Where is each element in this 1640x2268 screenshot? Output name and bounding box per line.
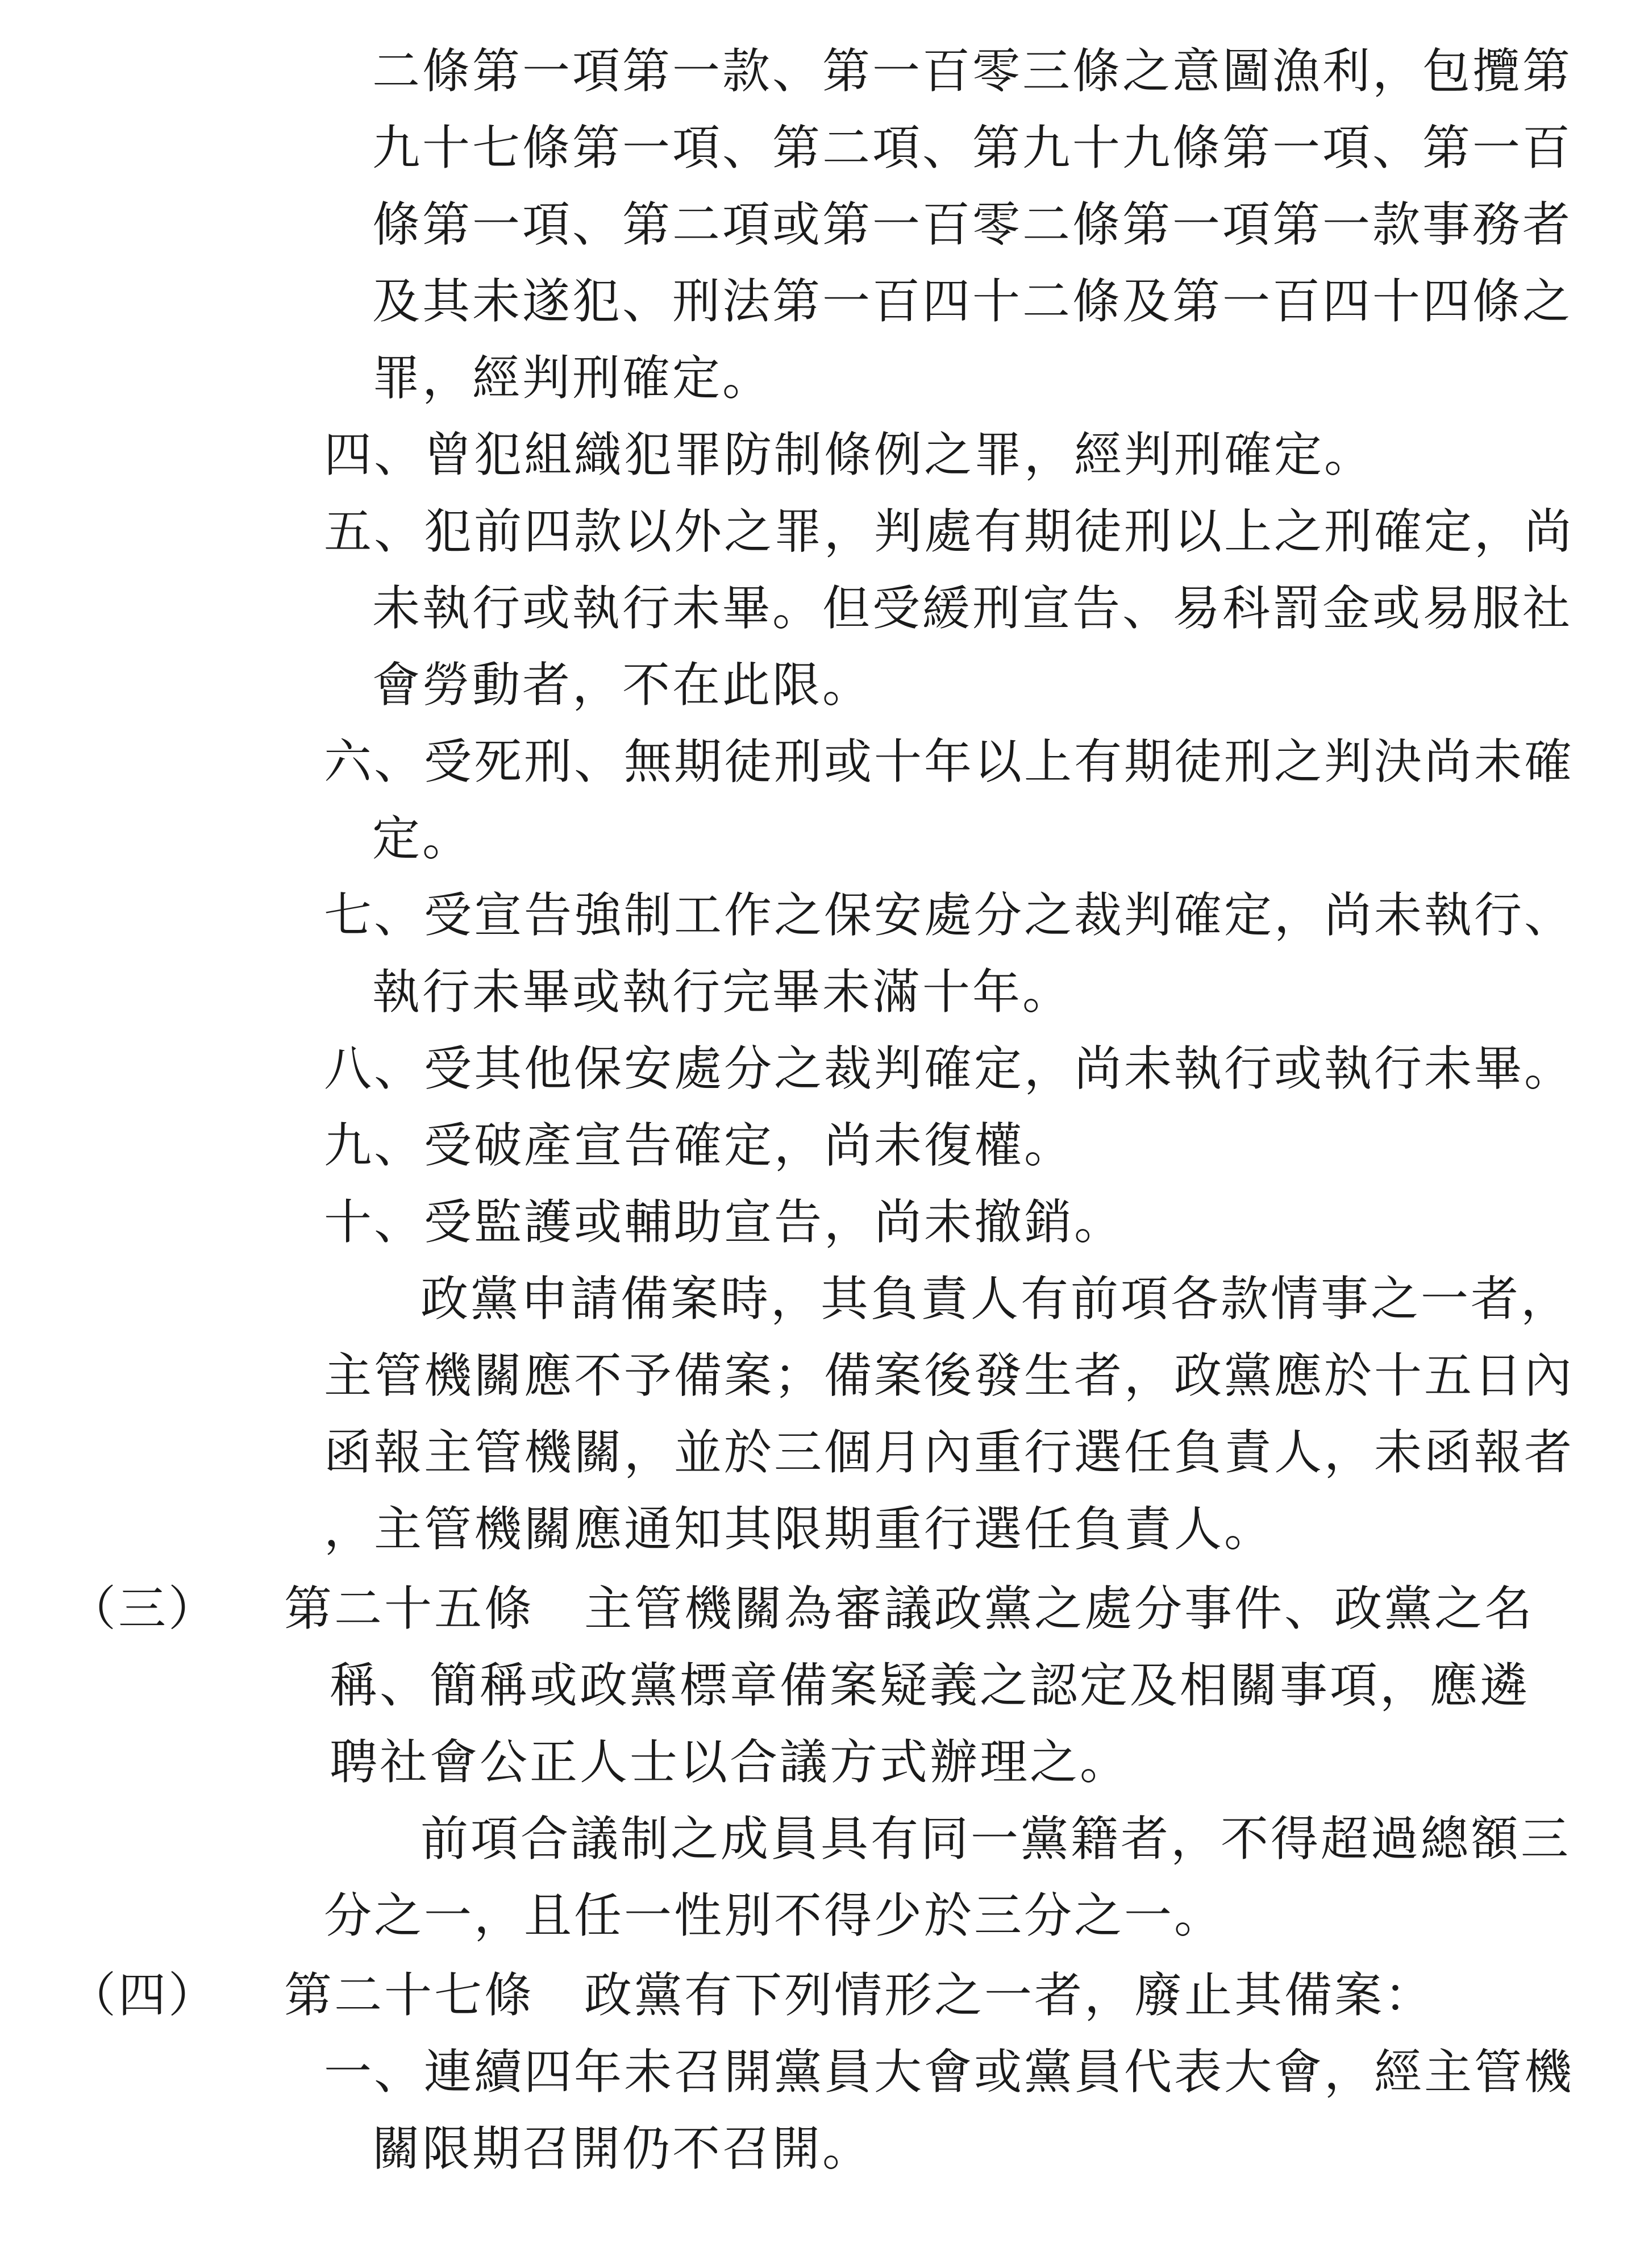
- paragraph-line: 主管機關應不予備案；備案後發生者，政黨應於十五日內: [324, 1348, 1575, 1403]
- text-line: 條第一項、第二項或第一百零二條第一項第一款事務者: [372, 197, 1573, 252]
- list-item: 七、受宣告強制工作之保安處分之裁判確定，尚未執行、: [324, 887, 1575, 943]
- text-line: 關限期召開仍不召開。: [372, 2121, 873, 2176]
- article-heading-27: 第二十七條 政黨有下列情形之一者，廢止其備案：: [284, 1967, 1435, 2023]
- section-marker-three: （三）: [68, 1581, 219, 1636]
- list-item: 九、受破產宣告確定，尚未復權。: [324, 1118, 1075, 1173]
- text-line: 九十七條第一項、第二項、第九十九條第一項、第一百: [372, 120, 1573, 176]
- text-line: 及其未遂犯、刑法第一百四十二條及第一百四十四條之: [372, 273, 1573, 329]
- text-line: 會勞動者，不在此限。: [372, 657, 873, 713]
- text-line: 罪，經判刑確定。: [372, 350, 773, 406]
- paragraph-line: 分之一，且任一性別不得少於三分之一。: [324, 1888, 1225, 1943]
- list-item: 十、受監護或輔助宣告，尚未撤銷。: [324, 1194, 1125, 1250]
- paragraph-line: 政黨申請備案時，其負責人有前項各款情事之一者，: [421, 1271, 1571, 1327]
- list-item: 六、受死刑、無期徒刑或十年以上有期徒刑之判決尚未確: [324, 734, 1575, 790]
- article-heading-25: 第二十五條 主管機關為審議政黨之處分事件、政黨之名: [284, 1581, 1535, 1636]
- paragraph-line: ，主管機關應通知其限期重行選任負責人。: [324, 1501, 1275, 1557]
- text-line: 未執行或執行未畢。但受緩刑宣告、易科罰金或易服社: [372, 580, 1573, 636]
- section-marker-four: （四）: [68, 1967, 219, 2023]
- text-line: 二條第一項第一款、第一百零三條之意圖漁利，包攬第: [372, 43, 1573, 99]
- list-item: 八、受其他保安處分之裁判確定，尚未執行或執行未畢。: [324, 1041, 1575, 1096]
- text-line: 聘社會公正人士以合議方式辦理之。: [330, 1734, 1130, 1790]
- paragraph-line: 函報主管機關，並於三個月內重行選任負責人，未函報者: [324, 1424, 1575, 1480]
- text-line: 稱、簡稱或政黨標章備案疑義之認定及相關事項，應遴: [330, 1658, 1530, 1713]
- list-item: 一、連續四年未召開黨員大會或黨員代表大會，經主管機: [324, 2044, 1575, 2100]
- text-line: 定。: [372, 811, 473, 866]
- list-item: 五、犯前四款以外之罪，判處有期徒刑以上之刑確定，尚: [324, 504, 1575, 559]
- list-item: 四、曾犯組織犯罪防制條例之罪，經判刑確定。: [324, 427, 1375, 483]
- paragraph-line: 前項合議制之成員具有同一黨籍者，不得超過總額三: [421, 1811, 1571, 1867]
- text-line: 執行未畢或執行完畢未滿十年。: [372, 964, 1073, 1020]
